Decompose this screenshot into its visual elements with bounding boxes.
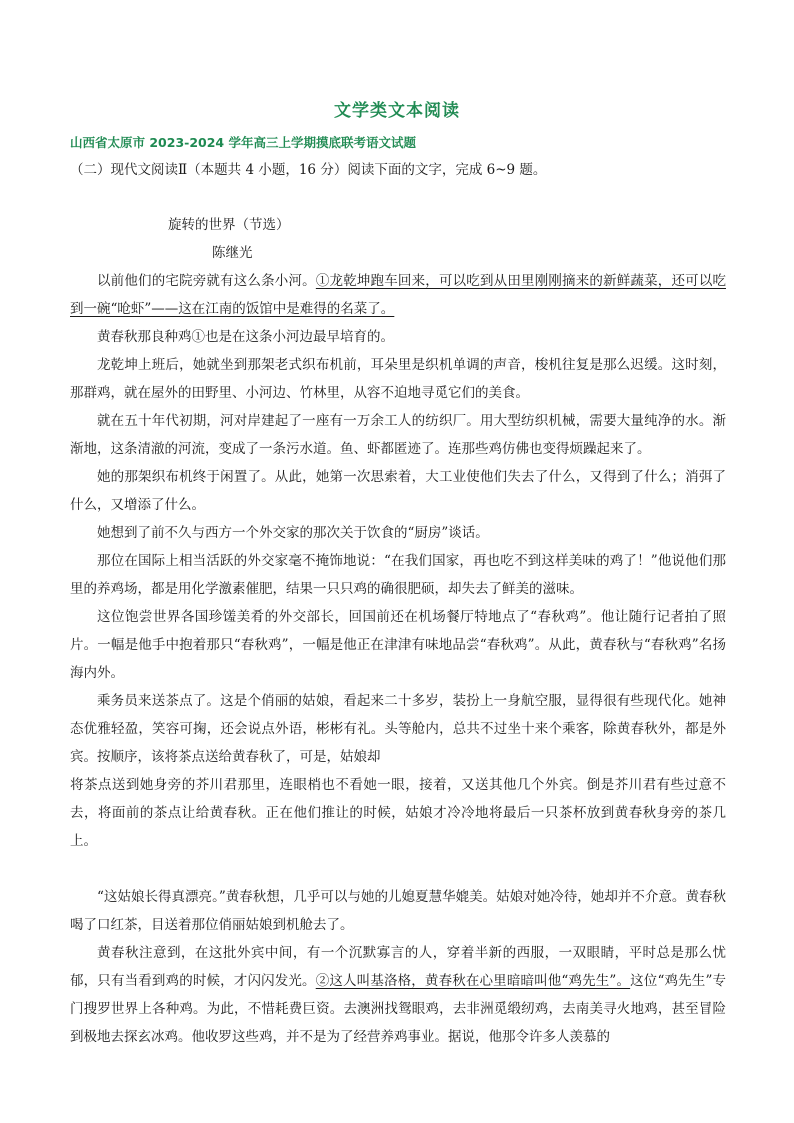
article-title: 旋转的世界（节选） xyxy=(168,217,290,233)
article-author: 陈继光 xyxy=(212,245,253,261)
paragraph: 将茶点送到她身旁的芥川君那里，连眼梢也不看她一眼，接着，又送其他几个外宾。倒是芥川君有些过意不去，将面前的茶点让给黄春秋。正在他们推让的时候，姑娘才冷冷地将最后一只茶杯放到黄春秋身旁的茶几上。 xyxy=(70,777,726,849)
paragraph: 黄春秋那良种鸡①也是在这条小河边最早培育的。 xyxy=(97,329,394,345)
paragraph: 乘务员来送茶点了。这是个俏丽的姑娘，看起来二十多岁，装扮上一身航空服，显得很有些现代化。她神态优雅轻盈，笑容可掬，还会说点外语，彬彬有礼。头等舱内，总共不过坐十来个乘客，除黄春秋外，都是外宾。按顺序，该将茶点送给黄春秋了，可是，姑娘却 xyxy=(70,693,726,765)
paragraph xyxy=(70,267,726,323)
paragraph: 她的那架织布机终于闲置了。从此，她第一次思索着，大工业使他们失去了什么，又得到了什么；消弭了什么，又增添了什么。 xyxy=(70,469,726,513)
paragraph: 这位饱尝世界各国珍馐美肴的外交部长，回国前还在机场餐厅特地点了“春秋鸡”。他让随行记者拍了照片。一幅是他手中抱着那只“春秋鸡”，一幅是他正在津津有味地品尝“春秋鸡”。从此，黄春秋与“春秋鸡”名扬海内外。 xyxy=(70,609,726,681)
exam-source: 山西省太原市 2023-2024 学年高三上学期摸底联考语文试题 xyxy=(70,135,416,150)
question-instruction: （二）现代文阅读Ⅱ（本题共 4 小题，16 分）阅读下面的文字，完成 6~9 题。 xyxy=(70,162,547,178)
paragraph: “这姑娘长得真漂亮。”黄春秋想，几乎可以与她的儿媳夏慧华媲美。姑娘对她冷待，她却并不介意。黄春秋喝了口红茶，目送着那位俏丽姑娘到机舱去了。 xyxy=(70,889,726,933)
paragraph-text: 黄春秋注意到，在这批外宾中间，有一个沉默寡言的人，穿着半新的西服，一双眼睛，平时总是那么忧郁，只有当看到鸡的时候，才闪闪发光。 xyxy=(70,945,726,989)
paragraph: 那位在国际上相当活跃的外交家毫不掩饰地说：“在我们国家，再也吃不到这样美味的鸡了！”他说他们那里的养鸡场，都是用化学激素催肥，结果一只只鸡的确很肥硕，却失去了鲜美的滋味。 xyxy=(70,553,726,597)
paragraph: 龙乾坤上班后，她就坐到那架老式织布机前，耳朵里是织机单调的声音，梭机往复是那么迟缓。这时刻，那群鸡，就在屋外的田野里、小河边、竹林里，从容不迫地寻觅它们的美食。 xyxy=(70,357,726,401)
paragraph: 就在五十年代初期，河对岸建起了一座有一万余工人的纺织厂。用大型纺织机械，需要大量纯净的水。渐渐地，这条清澈的河流，变成了一条污水道。鱼、虾都匿迹了。连那些鸡仿佛也变得烦躁起来了。 xyxy=(70,413,726,457)
page-title: 文学类文本阅读 xyxy=(334,101,460,121)
paragraph-text: 这位“鸡先生”专门搜罗世界上各种鸡。为此，不惜耗费巨资。去澳洲找鸳眼鸡，去非洲觅缎纫鸡，去南美寻火地鸡，甚至冒险到极地去探玄冰鸡。他收罗这些鸡，并不是为了经营养鸡事业。据说，他那令许多人羡慕的 xyxy=(70,973,726,1045)
paragraph-text: 以前他们的宅院旁就有这么条小河。 xyxy=(97,273,316,289)
paragraph: 她想到了前不久与西方一个外交家的那次关于饮食的“厨房”谈话。 xyxy=(97,525,489,541)
underlined-sentence-2: ②这人叫基洛格，黄春秋在心里暗暗叫他“鸡先生”。 xyxy=(315,973,631,989)
underlined-sentence-1: ①龙乾坤跑车回来，可以吃到从田里刚刚摘来的新鲜蔬菜，还可以吃到一碗“呛虾”——这在江南的饭馆中是难得的名菜了。 xyxy=(70,273,726,317)
article-body xyxy=(70,267,726,1051)
paragraph xyxy=(70,939,726,1051)
